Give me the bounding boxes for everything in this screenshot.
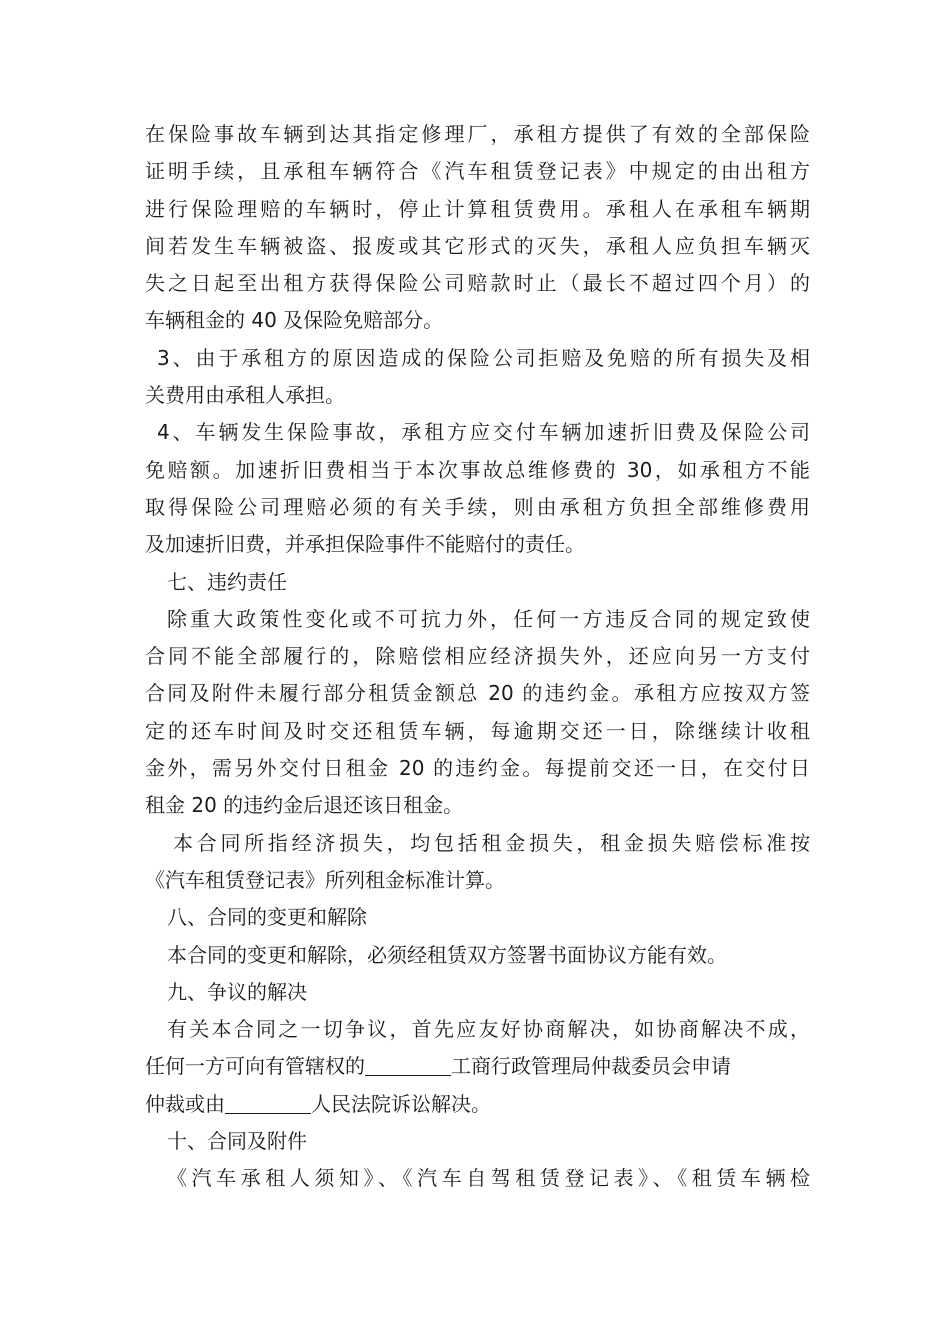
paragraph-line: 金外，需另外交付日租金 20 的违约金。每提前交还一日，在交付日 <box>145 756 810 781</box>
contract-text-body <box>145 116 810 1198</box>
line-text-before-blank: 仲裁或由 <box>145 1091 225 1116</box>
section-heading-attachments: 十、合同及附件 <box>167 1129 307 1154</box>
paragraph-line-with-blank <box>145 1086 810 1123</box>
paragraph-line: 证明手续，且承租车辆符合《汽车租赁登记表》中规定的由出租方 <box>145 159 810 184</box>
paragraph-line: 合同及附件未履行部分租赁金额总 20 的违约金。承租方应按双方签 <box>145 681 810 706</box>
paragraph-line: 本合同的变更和解除，必须经租赁双方签署书面协议方能有效。 <box>167 942 727 967</box>
clause-4-line: 4、车辆发生保险事故，承租方应交付车辆加速折旧费及保险公司 <box>157 420 810 445</box>
paragraph-line: 进行保险理赔的车辆时，停止计算租赁费用。承租人在承租车辆期 <box>145 196 810 221</box>
paragraph-line: 关费用由承租人承担。 <box>145 383 345 408</box>
section-heading-breach: 七、违约责任 <box>167 569 287 594</box>
paragraph-line: 取得保险公司理赔必须的有关手续，则由承租方负担全部维修费用 <box>145 494 810 519</box>
paragraph-line: 《汽车承租人须知》、《汽车自驾租赁登记表》、《租赁车辆检 <box>167 1166 810 1191</box>
paragraph-line: 免赔额。加速折旧费相当于本次事故总维修费的 30，如承租方不能 <box>145 457 810 482</box>
section-heading-change: 八、合同的变更和解除 <box>167 905 367 930</box>
section-heading-dispute: 九、争议的解决 <box>167 979 307 1004</box>
paragraph-line: 定的还车时间及时交还租赁车辆，每逾期交还一日，除继续计收租 <box>145 718 810 743</box>
paragraph-line: 租金 20 的违约金后退还该日租金。 <box>145 793 464 818</box>
paragraph-line: 除重大政策性变化或不可抗力外，任何一方违反合同的规定致使 <box>167 606 810 631</box>
paragraph-line: 失之日起至出租方获得保险公司赔款时止（最长不超过四个月）的 <box>145 271 810 296</box>
paragraph-line: 及加速折旧费，并承担保险事件不能赔付的责任。 <box>145 532 585 557</box>
line-text-after-blank: 人民法院诉讼解决。 <box>311 1091 491 1116</box>
arbitration-blank <box>365 1053 451 1076</box>
paragraph-line-with-blank <box>145 1048 810 1085</box>
paragraph-line: 有关本合同之一切争议，首先应友好协商解决，如协商解决不成， <box>167 1017 810 1042</box>
paragraph-line: 本合同所指经济损失，均包括租金损失，租金损失赔偿标准按 <box>173 830 810 855</box>
line-text-before-blank: 任何一方可向有管辖权的 <box>145 1054 365 1079</box>
clause-3-line: 3、由于承租方的原因造成的保险公司拒赔及免赔的所有损失及相 <box>157 345 810 370</box>
paragraph-line: 间若发生车辆被盗、报废或其它形式的灭失，承租人应负担车辆灭 <box>145 233 810 258</box>
paragraph-line: 合同不能全部履行的，除赔偿相应经济损失外，还应向另一方支付 <box>145 644 810 669</box>
paragraph-line: 《汽车租赁登记表》所列租金标准计算。 <box>145 867 505 892</box>
court-blank <box>225 1091 311 1114</box>
line-text-after-blank: 工商行政管理局仲裁委员会申请 <box>451 1054 731 1079</box>
paragraph-line: 车辆租金的 40 及保险免赔部分。 <box>145 308 444 333</box>
paragraph-line: 在保险事故车辆到达其指定修理厂，承租方提供了有效的全部保险 <box>145 122 810 146</box>
